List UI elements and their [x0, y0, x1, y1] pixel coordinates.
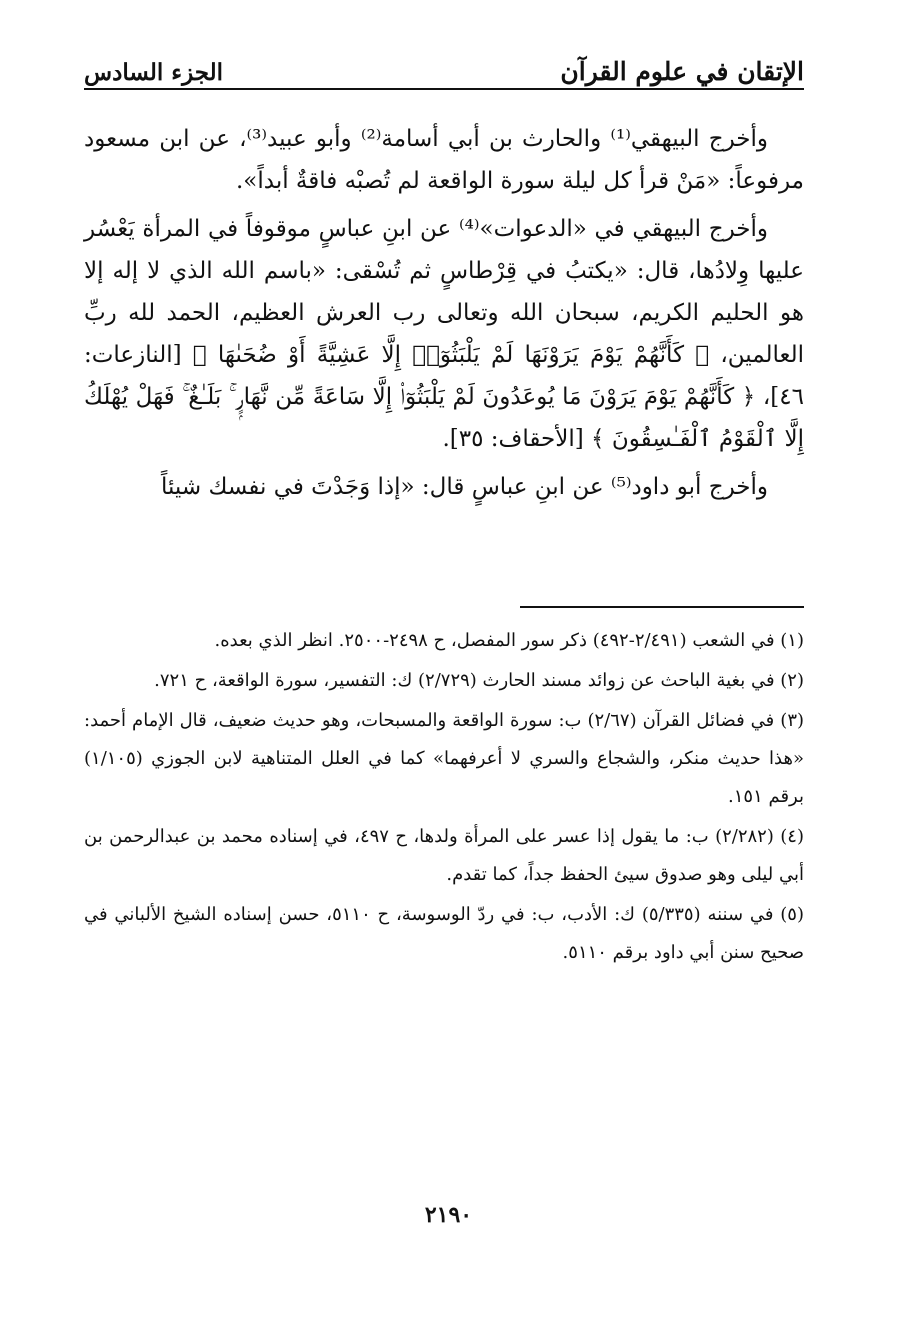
footnote: (٢) في بغية الباحث عن زوائد مسند الحارث (٢/٧٢٩) ك: التفسير، سورة الواقعة، ح ٧٢١.	[154, 670, 804, 691]
footnote: (٥) في سننه (٥/٣٣٥) ك: الأدب، ب: في ردّ الوسوسة، ح ٥١١٠، حسن إسناده الشيخ الألباني في صحيح سنن أبي داود برقم ٥١١٠.	[84, 904, 804, 963]
header-rule	[84, 88, 804, 90]
running-header	[84, 40, 804, 86]
footnotes	[84, 622, 804, 974]
paragraph: وأخرج أبو داود⁽⁵⁾ عن ابنِ عباسٍ قال: «إذا وَجَدْتَ في نفسك شيئاً	[160, 474, 768, 500]
paragraph: وأخرج البيهقي⁽¹⁾ والحارث بن أبي أسامة⁽²⁾ وأبو عبيد⁽³⁾، عن ابن مسعود مرفوعاً: «مَنْ قرأ كل ليلة سورة الواقعة لم تُصبْه فاقةٌ أبداً».	[84, 126, 804, 194]
book-title: الإتقان في علوم القرآن	[560, 57, 804, 86]
footnote: (٤) (٢/٢٨٢) ب: ما يقول إذا عسر على المرأة ولدها، ح ٤٩٧، في إسناده محمد بن عبدالرحمن بن أبي ليلى وهو صدوق سيئ الحفظ جداً، كما تقدم.	[84, 826, 804, 885]
paragraph: وأخرج البيهقي في «الدعوات»⁽⁴⁾ عن ابنِ عباسٍ موقوفاً في المرأة يَعْسُر عليها وِلادُها، قال: «يكتبُ في قِرْطاسٍ ثم تُسْقى: «باسم الله الذي لا إله إلا هو الحليم الكريم، سبحان الله وتعالى رب العرش العظيم، الحمد لله ربِّ العالمين، ﴿ كَأَنَّهُمْ يَوْمَ يَرَوْنَهَا لَمْ يَلْبَثُوٓا۟ إِلَّا عَشِيَّةً أَوْ ضُحَىٰهَا ﴾ [النازعات: ٤٦]، ﴿ كَأَنَّهُمْ يَوْمَ يَرَوْنَ مَا يُوعَدُونَ لَمْ يَلْبَثُوٓا۟ إِلَّا سَاعَةً مِّن نَّهَارٍۭ ۚ بَلَـٰغٌ ۚ فَهَلْ يُهْلَكُ إِلَّا ٱلْقَوْمُ ٱلْفَـٰسِقُونَ ﴾ [الأحقاف: ٣٥].	[84, 216, 804, 452]
page-number: ٢١٩٠	[424, 1202, 473, 1228]
footnote: (٣) في فضائل القرآن (٢/٦٧) ب: سورة الواقعة والمسبحات، وهو حديث ضعيف، قال الإمام أحمد: «هذا حديث منكر، والشجاع والسري لا أعرفهما» كما في العلل المتناهية لابن الجوزي (١/١٠٥) برقم ١٥١.	[84, 710, 805, 807]
main-text	[84, 118, 804, 514]
part-label: الجزء السادس	[84, 59, 223, 86]
footnote: (١) في الشعب (٢/٤٩١-٤٩٢) ذكر سور المفصل، ح ٢٤٩٨-٢٥٠٠. انظر الذي بعده.	[214, 630, 804, 651]
footnote-separator	[520, 606, 804, 608]
